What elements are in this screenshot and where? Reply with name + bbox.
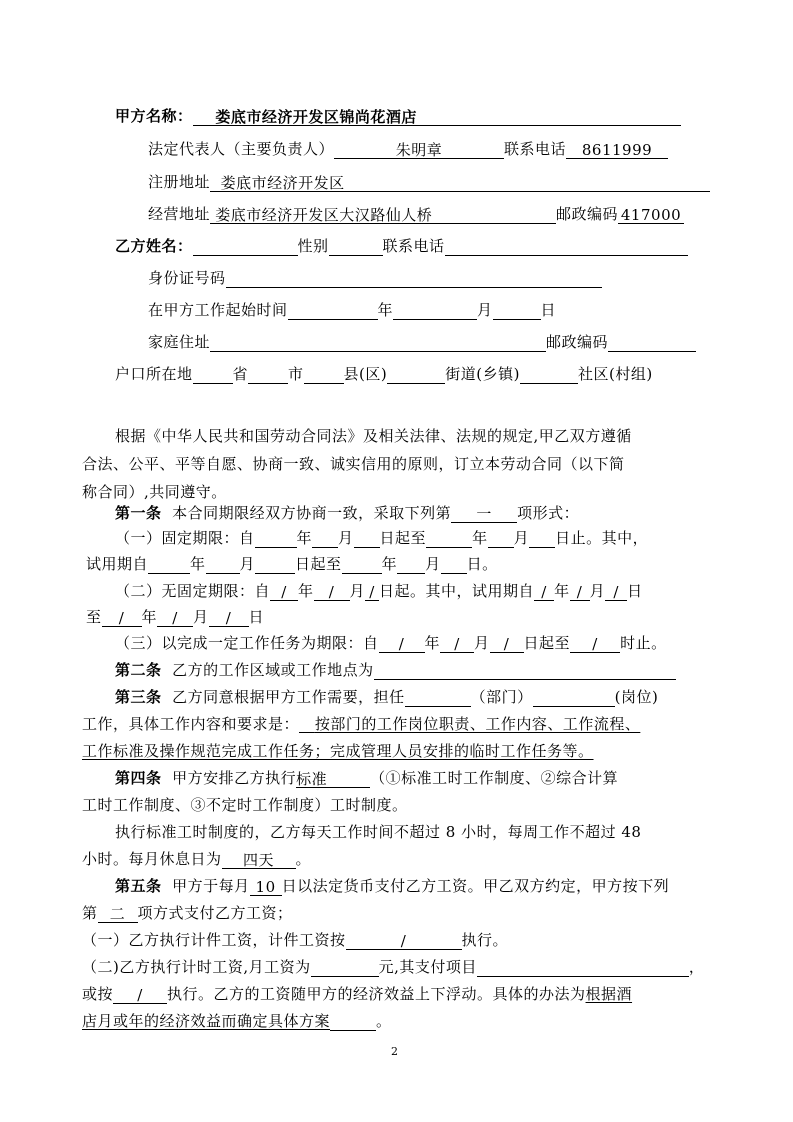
article-5-plan: 店月或年的经济效益而确定具体方案 。 [82, 1012, 392, 1030]
intro-line-2: 合法、公平、平等自愿、协商一致、诚实信用的原则，订立本劳动合同（以下简 [82, 455, 625, 473]
fixed-end-day[interactable] [529, 529, 555, 548]
trial-end-day[interactable] [441, 555, 467, 574]
article-4-line-4: 小时。每月休息日为 四天 。 [82, 850, 312, 869]
trial-start-month[interactable] [206, 555, 240, 574]
article-4-line-1: 第四条 甲方安排乙方执行标准 （①标准工时工作制度、②综合计算 [115, 769, 619, 788]
party-b-id-row: 身份证号码 [148, 268, 602, 288]
article-3-line-2: 工作，具体工作内容和要求是： 按部门的工作岗位职责、工作内容、工作流程、 [82, 715, 641, 733]
hukou-street-field[interactable] [387, 365, 445, 384]
party-a-biz-addr-field: 娄底市经济开发区大汉路仙人桥 [210, 205, 556, 224]
article-5-line-1: 第五条 甲方于每月 10 日以法定货币支付乙方工资。甲乙双方约定，甲方按下列 [115, 877, 670, 896]
article-5-or: 或按 / 执行。乙方的工资随甲方的经济效益上下浮动。具体的办法为根据酒 [82, 985, 633, 1004]
article-5-time: （二)乙方执行计时工资,月工资为 元,其支付项目 ， [82, 958, 705, 976]
party-a-phone-field: 8611999 [566, 140, 668, 159]
rest-days-field: 四天 [222, 850, 296, 869]
start-year-field[interactable] [288, 301, 378, 320]
article-1-open-term: （二）无固定期限：自 / 年 / 月 / 日起。其中，试用期自 / 年 / 月 / 日 [115, 582, 643, 601]
intro-line-3: 称合同）,共同遵守。 [82, 483, 227, 501]
pay-items-field[interactable] [477, 958, 689, 977]
trial-end-month[interactable] [397, 555, 425, 574]
article-3-line-3: 工作标准及操作规范完成工作任务；完成管理人员安排的临时工作任务等。 [82, 742, 594, 760]
hukou-community-field[interactable] [520, 365, 578, 384]
work-location-field[interactable] [374, 661, 676, 680]
party-a-postcode-field: 417000 [618, 205, 684, 224]
fixed-start-year[interactable] [255, 529, 297, 548]
trial-end-year[interactable] [342, 555, 382, 574]
monthly-wage-field[interactable] [311, 958, 379, 977]
party-b-name-field[interactable] [193, 237, 298, 256]
fixed-end-year[interactable] [426, 529, 472, 548]
fixed-end-month[interactable] [488, 529, 514, 548]
party-b-name-row: 乙方姓名： 性别 联系电话 [115, 236, 688, 256]
article-3-line-1: 第三条 乙方同意根据甲方工作需要，担任 （部门） (岗位) [115, 688, 659, 706]
fixed-start-month[interactable] [312, 529, 338, 548]
trial-start-day[interactable] [255, 555, 295, 574]
pay-method-field: 二 [98, 904, 138, 923]
party-b-start-row: 在甲方工作起始时间 年 月 日 [148, 301, 557, 319]
start-month-field[interactable] [393, 301, 477, 320]
party-b-hukou-row: 户口所在地 省 市 县(区) 街道(乡镇) 社区(村组) [115, 365, 653, 383]
party-b-home-row: 家庭住址 邮政编码 [148, 332, 696, 352]
party-b-gender-field[interactable] [329, 237, 383, 256]
article-4-line-3: 执行标准工时制度的，乙方每天工作时间不超过 8 小时，每周工作不超过 48 [115, 823, 642, 841]
party-a-biz-addr-row: 经营地址 娄底市经济开发区大汉路仙人桥 邮政编码 417000 [148, 204, 684, 224]
article-1-head: 第一条 本合同期限经双方协商一致，采取下列第 一 项形式： [115, 504, 580, 523]
article-2: 第二条 乙方的工作区域或工作地点为 [115, 660, 676, 680]
article-4-line-2: 工时工作制度、③不定时工作制度）工时制度。 [82, 796, 408, 814]
fixed-start-day[interactable] [354, 529, 380, 548]
party-a-name-label: 甲方名称： [115, 107, 193, 125]
party-b-postcode-field[interactable] [608, 333, 696, 352]
article-1-open-trial-end: 至 / 年 / 月 / 日 [86, 608, 265, 627]
dept-field[interactable] [405, 688, 471, 707]
article-1-trial: 试用期自 年 月 日起至 年 月 日。 [86, 555, 498, 573]
intro-line-1: 根据《中华人民共和国劳动合同法》及相关法律、法规的规定,甲乙双方遵循 [115, 427, 632, 445]
party-b-id-field[interactable] [226, 269, 602, 288]
party-a-rep-row: 法定代表人（主要负责人） 朱明章 联系电话 8611999 [148, 139, 668, 159]
term-choice-field: 一 [451, 504, 517, 523]
party-b-phone-field[interactable] [445, 237, 688, 256]
trial-start-year[interactable] [148, 555, 190, 574]
party-a-name-row [115, 106, 717, 126]
article-5-line-2: 第 二 项方式支付乙方工资； [82, 904, 293, 923]
party-a-rep-field: 朱明章 [334, 140, 504, 159]
page-number: 2 [391, 1045, 398, 1058]
article-1-task-term: （三）以完成一定工作任务为期限：自 / 年 / 月 / 日起至 / 时止。 [115, 634, 667, 653]
hukou-province-field[interactable] [193, 365, 233, 384]
party-a-reg-addr-row: 注册地址 娄底市经济开发区 [148, 172, 710, 192]
hukou-city-field[interactable] [248, 365, 288, 384]
party-b-home-field[interactable] [210, 333, 546, 352]
party-a-name-field: 娄底市经济开发区锦尚花酒店 [193, 107, 681, 126]
pay-day-field: 10 [250, 877, 282, 896]
hukou-county-field[interactable] [304, 365, 344, 384]
party-a-reg-addr-field: 娄底市经济开发区 [210, 173, 710, 192]
post-field[interactable] [533, 688, 615, 707]
article-5-piece: （一）乙方执行计件工资，计件工资按 / 执行。 [82, 931, 509, 950]
article-1-fixed-term: （一）固定期限：自 年 月 日起至 年 月 日止。其中， [115, 529, 649, 547]
start-day-field[interactable] [493, 301, 541, 320]
work-hour-system-field: 标准 [296, 769, 370, 788]
